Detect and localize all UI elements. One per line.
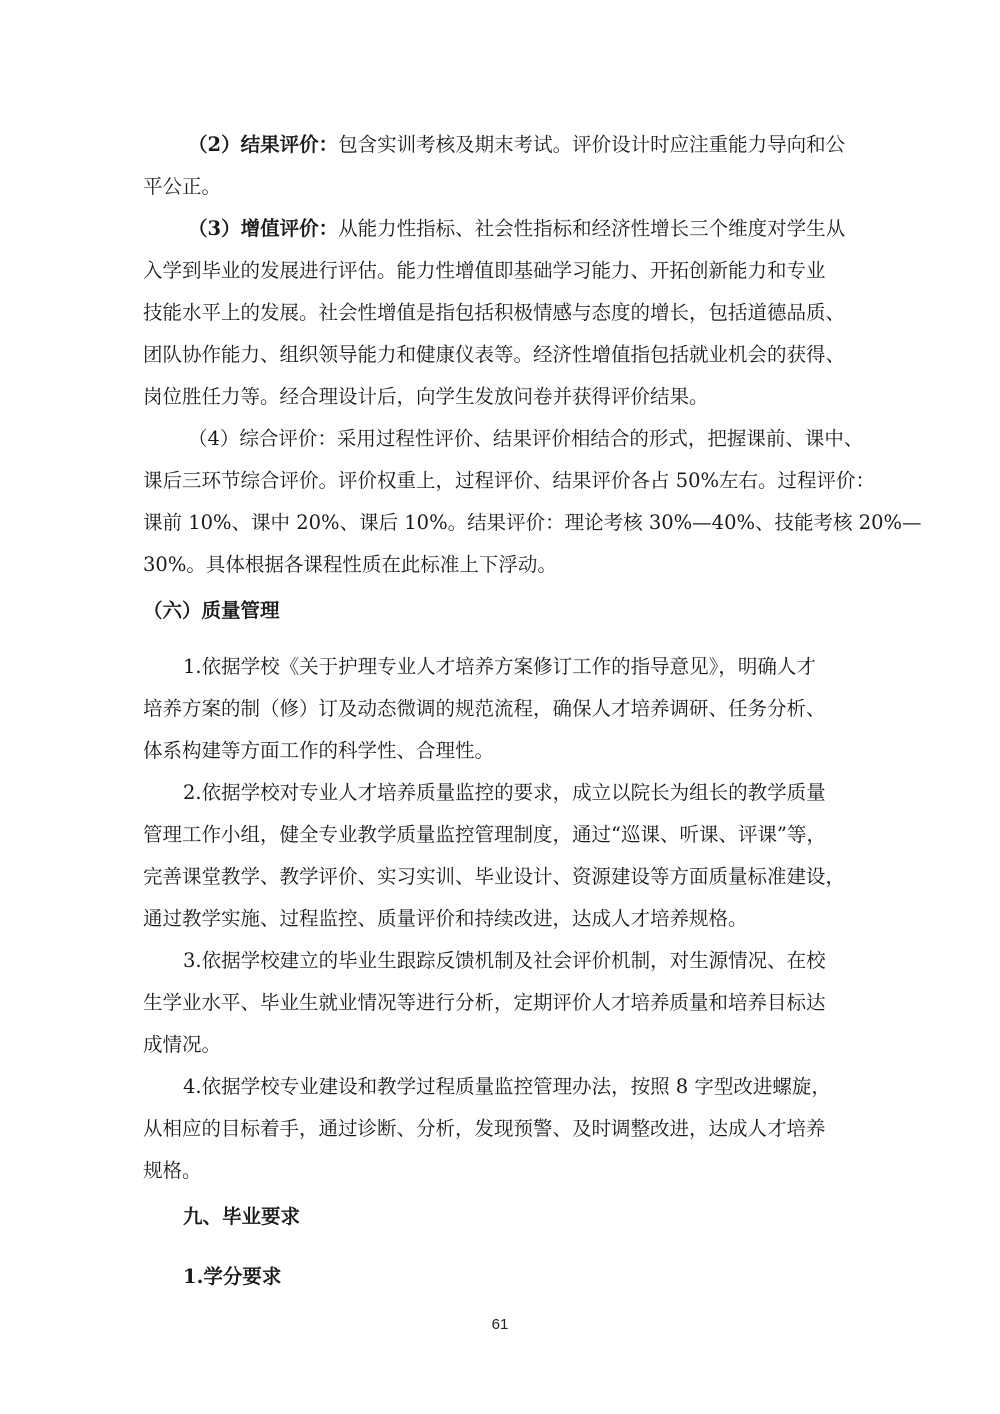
item3-line2: 生学业水平、毕业生就业情况等进行分析，定期评价人才培养质量和培养目标达 <box>143 991 826 1014</box>
para-comprehensive-line4: 30%。具体根据各课程性质在此标准上下浮动。 <box>143 553 557 576</box>
heading-graduation-requirements: 九、毕业要求 <box>183 1205 301 1228</box>
para-comprehensive-line2: 课后三环节综合评价。评价权重上，过程评价、结果评价各占 50%左右。过程评价： <box>143 469 876 492</box>
para-value-added-line4: 团队协作能力、组织领导能力和健康仪表等。经济性增值指包括就业机会的获得、 <box>143 343 846 366</box>
label-result-eval: （2）结果评价： <box>188 133 339 156</box>
item3-line3: 成情况。 <box>143 1033 222 1056</box>
item2-line2: 管理工作小组，健全专业教学质量监控管理制度，通过“巡课、听课、评课”等， <box>143 823 826 846</box>
label-value-added: （3）增值评价： <box>188 217 339 240</box>
item2-line3: 完善课堂教学、教学评价、实习实训、毕业设计、资源建设等方面质量标准建设， <box>143 865 846 888</box>
para-comprehensive-line3: 课前 10%、课中 20%、课后 10%。结果评价：理论考核 30%—40%、技能考核 20%— <box>143 511 922 534</box>
item2-line4: 通过教学实施、过程监控、质量评价和持续改进，达成人才培养规格。 <box>143 907 748 930</box>
item4-line1: 4.依据学校专业建设和教学过程质量监控管理办法，按照 8 字型改进螺旋， <box>183 1075 831 1098</box>
para-comprehensive-line1: （4）综合评价：采用过程性评价、结果评价相结合的形式，把握课前、课中、 <box>188 427 864 450</box>
item2-line1: 2.依据学校对专业人才培养质量监控的要求，成立以院长为组长的教学质量 <box>183 781 826 804</box>
para-value-added-line3: 技能水平上的发展。社会性增值是指包括积极情感与态度的增长，包括道德品质、 <box>143 301 846 324</box>
item1-line2: 培养方案的制（修）订及动态微调的规范流程，确保人才培养调研、任务分析、 <box>143 697 826 720</box>
para-value-added-line5: 岗位胜任力等。经合理设计后，向学生发放问卷并获得评价结果。 <box>143 385 709 408</box>
para-result-eval-line1 <box>188 130 845 160</box>
item4-line3: 规格。 <box>143 1159 202 1182</box>
text-result-eval: 包含实训考核及期末考试。评价设计时应注重能力导向和公 <box>338 133 846 156</box>
item1-line3: 体系构建等方面工作的科学性、合理性。 <box>143 739 495 762</box>
para-value-added-line1 <box>188 214 845 244</box>
subheading-credit-requirements: 1.学分要求 <box>183 1265 282 1288</box>
page-number: 61 <box>491 1316 509 1333</box>
item4-line2: 从相应的目标着手，通过诊断、分析，发现预警、及时调整改进，达成人才培养 <box>143 1117 826 1140</box>
para-result-eval-line2: 平公正。 <box>143 175 222 198</box>
item3-line1: 3.依据学校建立的毕业生跟踪反馈机制及社会评价机制，对生源情况、在校 <box>183 949 826 972</box>
item1-line1: 1.依据学校《关于护理专业人才培养方案修订工作的指导意见》，明确人才 <box>183 655 816 678</box>
heading-quality-management: （六）质量管理 <box>143 599 280 622</box>
text-value-added: 从能力性指标、社会性指标和经济性增长三个维度对学生从 <box>338 217 846 240</box>
para-value-added-line2: 入学到毕业的发展进行评估。能力性增值即基础学习能力、开拓创新能力和专业 <box>143 259 826 282</box>
